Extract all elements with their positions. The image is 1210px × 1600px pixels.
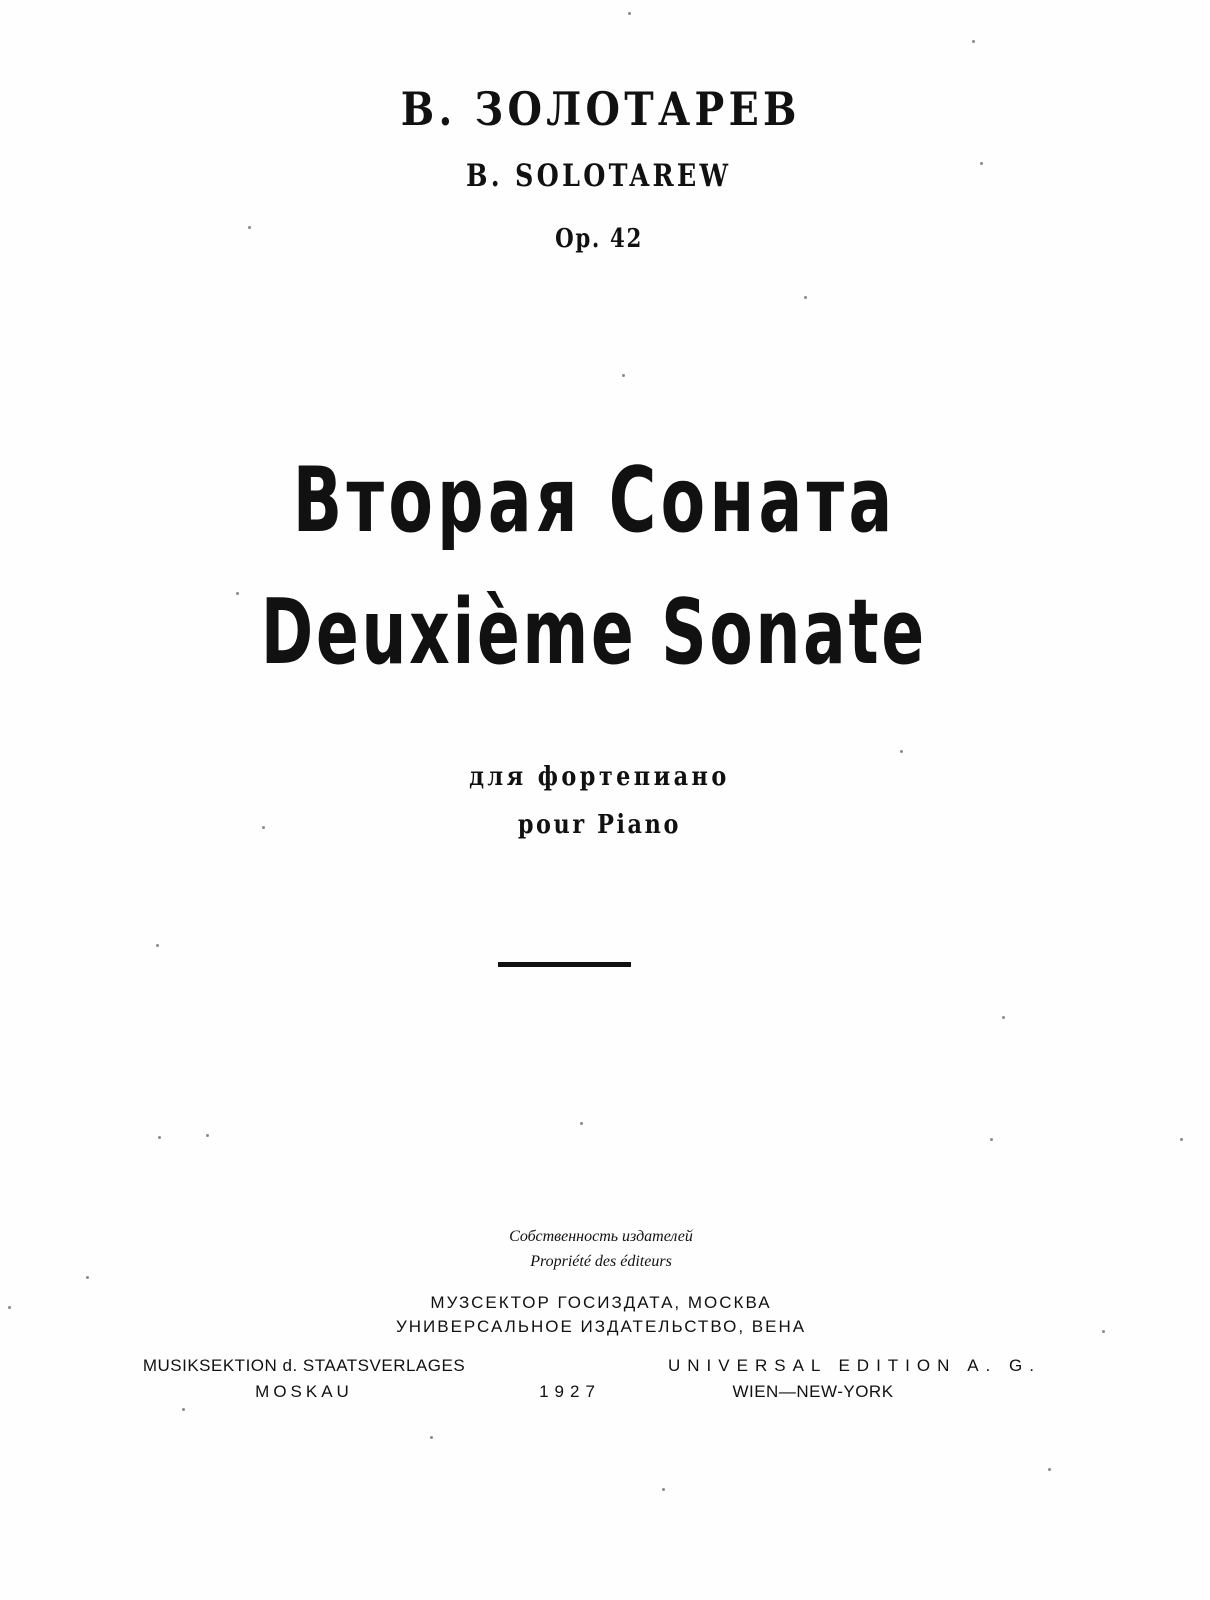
- imprint-right-publisher: UNIVERSAL EDITION A. G.: [668, 1356, 1041, 1375]
- title-french: Deuxième Sonate: [260, 580, 927, 685]
- instrument-french: pour Piano: [517, 810, 681, 840]
- scan-speck: [1180, 1138, 1183, 1141]
- scan-speck: [156, 944, 159, 947]
- scan-speck: [262, 826, 265, 829]
- imprint-right-city: WIEN—NEW-YORK: [732, 1382, 894, 1401]
- composer-name-russian: В. ЗОЛОТАРЕВ: [400, 82, 801, 136]
- scan-speck: [430, 1436, 433, 1439]
- property-notice-french: Propriété des éditeurs: [530, 1253, 672, 1270]
- scan-speck: [1102, 1330, 1105, 1333]
- scan-speck: [980, 162, 983, 165]
- scan-speck: [86, 1276, 89, 1279]
- divider-rule: [498, 962, 631, 967]
- scan-speck: [182, 1408, 185, 1411]
- scan-speck: [804, 296, 807, 299]
- scan-speck: [580, 1122, 583, 1125]
- publisher-line-vienna: УНИВЕРСАЛЬНОЕ ИЗДАТЕЛЬСТВО, ВЕНА: [395, 1317, 807, 1336]
- property-notice-russian: Собственность издателей: [509, 1228, 693, 1245]
- imprint-year: 1927: [539, 1382, 601, 1401]
- scan-speck: [1002, 1016, 1005, 1019]
- publisher-line-moscow: МУЗСЕКТОР ГОСИЗДАТА, МОСКВА: [430, 1293, 772, 1312]
- scan-speck: [900, 750, 903, 753]
- imprint-left-city: MOSKAU: [255, 1382, 353, 1401]
- opus-number: Op. 42: [555, 224, 643, 254]
- title-russian: Вторая Соната: [292, 448, 897, 553]
- composer-name-latin: B. SOLOTAREW: [466, 158, 732, 194]
- scan-speck: [972, 40, 975, 43]
- instrument-russian: для фортепиано: [469, 762, 730, 792]
- scan-speck: [622, 374, 625, 377]
- imprint-left-publisher: MUSIKSEKTION d. STAATSVERLAGES: [142, 1356, 466, 1375]
- scan-speck: [662, 1488, 665, 1491]
- scan-speck: [248, 226, 251, 229]
- scan-speck: [1048, 1468, 1051, 1471]
- scan-speck: [990, 1138, 993, 1141]
- scan-speck: [206, 1134, 209, 1137]
- scan-speck: [8, 1306, 11, 1309]
- scan-speck: [158, 1136, 161, 1139]
- scan-speck: [628, 12, 631, 15]
- scan-speck: [236, 592, 239, 595]
